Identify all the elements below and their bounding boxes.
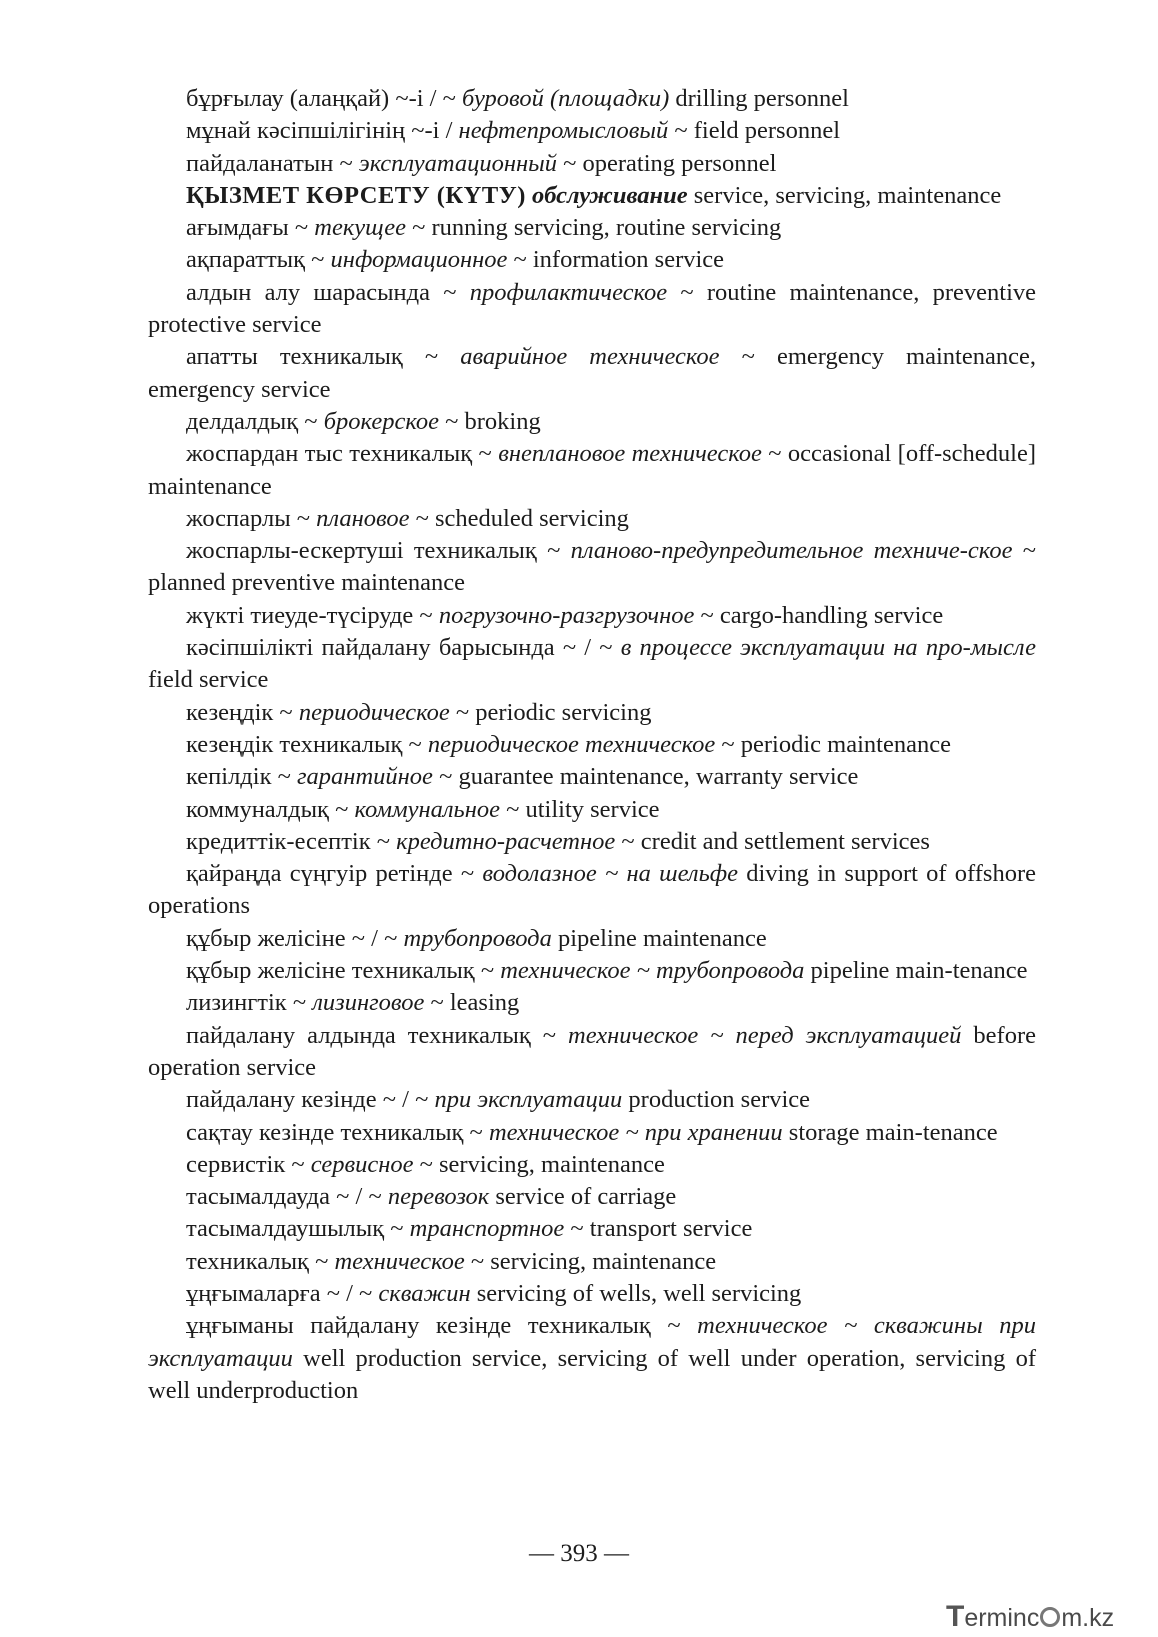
- dictionary-entry: [148, 438, 1036, 503]
- entry-text: ~ emergency maintenance, emergency service: [148, 343, 1036, 403]
- russian-term: информационное: [330, 246, 508, 274]
- entry-text: ~ guarantee maintenance, warranty service: [432, 763, 859, 791]
- logo-text-part-2: m.kz: [1061, 1604, 1115, 1632]
- russian-term: кредитно-расчетное: [396, 827, 616, 855]
- entry-text: бұрғылау (алаңқай) ~-і / ~: [186, 85, 462, 112]
- dictionary-entry: [148, 83, 1036, 115]
- entry-text: ~ field personnel: [668, 117, 841, 145]
- entry-text: кредиттік-есептік ~: [186, 827, 397, 855]
- entry-text: ~ utility service: [499, 795, 660, 823]
- entry-text: кезеңдік техникалық ~: [186, 730, 428, 758]
- russian-term: трубопровода: [403, 924, 552, 952]
- entry-text: before operation service: [148, 1021, 1036, 1081]
- russian-term: гарантийное: [297, 763, 433, 791]
- entry-text: алдын алу шарасында ~: [186, 278, 470, 306]
- entry-text: құбыр желісіне ~ / ~: [186, 924, 404, 952]
- entry-text: pipeline maintenance: [551, 924, 767, 952]
- entry-text: ~ cargo-handling service: [694, 601, 944, 629]
- dictionary-entry: [148, 600, 1036, 632]
- russian-term: внеплановое техническое: [498, 440, 762, 468]
- russian-term: техническое ~ при хранении: [488, 1118, 783, 1146]
- russian-term: в процессе эксплуатации на про-мысле: [620, 634, 1036, 662]
- entry-text: тасымалдауда ~ / ~: [186, 1183, 388, 1211]
- entry-text: апатты техникалық ~: [186, 343, 461, 371]
- dictionary-entry: [148, 987, 1036, 1019]
- russian-term: периодическое: [298, 698, 450, 726]
- entry-text: сервистік ~: [186, 1150, 311, 1178]
- russian-term: буровой (площадки): [462, 85, 670, 112]
- dictionary-entry: [148, 632, 1036, 697]
- dictionary-entry: [148, 277, 1036, 342]
- russian-term: техническое ~ перед эксплуатацией: [568, 1021, 962, 1049]
- russian-term: техническое: [334, 1247, 465, 1275]
- russian-term: лизинговое: [312, 989, 425, 1017]
- entry-text: drilling personnel: [669, 85, 849, 112]
- entry-text: ~ planned preventive maintenance: [148, 537, 1036, 597]
- russian-term: транспортное: [409, 1215, 565, 1243]
- entry-text: ұңғыманы пайдалану кезінде техникалық ~: [186, 1312, 698, 1340]
- russian-term: аварийное техническое: [460, 343, 720, 371]
- dictionary-entry: [148, 1310, 1036, 1407]
- entry-text: well production service, servicing of well under operation, servicing of well underproduction: [148, 1344, 1036, 1404]
- dictionary-entry: [148, 180, 1036, 212]
- dictionary-entry: [148, 244, 1036, 276]
- entry-text: pipeline main-tenance: [804, 957, 1028, 985]
- entry-text: құбыр желісіне техникалық ~: [186, 957, 501, 985]
- russian-term: техническое ~ трубопровода: [500, 957, 805, 985]
- dictionary-entry: [148, 406, 1036, 438]
- dictionary-entry: [148, 858, 1036, 923]
- entry-text: diving in support of offshore operations: [148, 860, 1036, 920]
- entry-text: ~ routine maintenance, preventive protective service: [148, 278, 1036, 339]
- russian-term: скважин: [378, 1279, 471, 1307]
- russian-term: брокерское: [323, 407, 440, 435]
- russian-term: плановое: [316, 504, 410, 532]
- entry-text: жүкті тиеуде-түсіруде ~: [186, 601, 439, 629]
- entry-text: техникалық ~: [186, 1247, 335, 1275]
- dictionary-entry: [148, 503, 1036, 535]
- dictionary-entry: [148, 761, 1036, 793]
- russian-term: техническое ~ скважины при эксплуатации: [148, 1312, 1036, 1372]
- entry-text: жоспарлы ~: [186, 504, 317, 532]
- dictionary-entry: [148, 1213, 1036, 1245]
- russian-term: планово-предупредительное техниче-ское: [570, 537, 1013, 565]
- dictionary-entry: [148, 115, 1036, 147]
- entry-text: ақпараттық ~: [186, 246, 331, 274]
- dictionary-entry: [148, 1181, 1036, 1213]
- entry-text: мұнай кәсіпшілігінің ~-і /: [186, 117, 459, 145]
- russian-term: сервисное: [310, 1150, 414, 1178]
- entry-text: ~ transport service: [564, 1215, 753, 1243]
- entry-text: ~ leasing: [424, 989, 520, 1017]
- dictionary-entry: [148, 1084, 1036, 1116]
- entry-text: ~ running servicing, routine servicing: [406, 214, 782, 242]
- entry-text: ~ operating personnel: [556, 149, 777, 177]
- entry-text: ұңғымаларға ~ / ~: [186, 1279, 379, 1307]
- entry-text: жоспарлы-ескертуші техникалық ~: [186, 537, 571, 565]
- dictionary-entry: [148, 1278, 1036, 1310]
- entry-text: ~ broking: [439, 407, 541, 435]
- termincom-logo: [946, 1600, 1146, 1634]
- dictionary-entry: [148, 729, 1036, 761]
- dictionary-entry: [148, 341, 1036, 406]
- entry-text: ~ credit and settlement services: [615, 827, 930, 855]
- entry-text: коммуналдық ~: [186, 795, 355, 823]
- entry-text: ~ servicing, maintenance: [413, 1150, 665, 1178]
- russian-term: при эксплуатации: [434, 1086, 623, 1114]
- entry-text: пайдаланатын ~: [186, 149, 359, 177]
- entry-text: кепілдік ~: [186, 763, 297, 791]
- entry-text: storage main-tenance: [782, 1118, 998, 1146]
- dictionary-entry: [148, 535, 1036, 600]
- dictionary-entry: [148, 1020, 1036, 1085]
- russian-term: водолазное ~ на шельфе: [482, 860, 738, 888]
- entry-text: ~ servicing, maintenance: [464, 1247, 717, 1275]
- russian-term: профилактическое: [469, 278, 668, 306]
- entry-text: пайдалану алдында техникалық ~: [186, 1021, 569, 1049]
- page-number: — 393 —: [529, 1540, 629, 1567]
- dictionary-entry: [148, 955, 1036, 987]
- dictionary-entry: [148, 697, 1036, 729]
- entry-text: service of carriage: [489, 1183, 677, 1211]
- russian-term: коммунальное: [354, 795, 500, 823]
- russian-term: нефтепромысловый: [458, 117, 669, 145]
- dictionary-entry: [148, 148, 1036, 180]
- entry-text: ~ scheduled servicing: [409, 504, 629, 532]
- entry-text: тасымалдаушылық ~: [186, 1215, 410, 1243]
- entry-text: ~ information service: [507, 246, 725, 274]
- russian-term: обслуживание: [531, 181, 688, 209]
- entry-text: production service: [622, 1086, 811, 1114]
- entry-text: кезеңдік ~: [186, 698, 299, 726]
- entry-text: қайраңда сүңгуір ретінде ~: [186, 860, 483, 888]
- entry-text: ~ periodic servicing: [449, 698, 652, 726]
- dictionary-entry: [148, 1246, 1036, 1278]
- russian-term: погрузочно-разгрузочное: [438, 601, 695, 629]
- dictionary-entry: [148, 1149, 1036, 1181]
- dictionary-page: [148, 83, 1036, 1407]
- dictionary-entry: [148, 923, 1036, 955]
- entry-text: лизингтік ~: [186, 989, 313, 1017]
- entry-text: кәсіпшілікті пайдалану барысында ~ / ~: [186, 634, 621, 662]
- dictionary-entry: [148, 826, 1036, 858]
- entry-text: пайдалану кезінде ~ / ~: [186, 1086, 435, 1114]
- entry-text: field service: [148, 666, 269, 694]
- entry-text: жоспардан тыс техникалық ~: [186, 440, 499, 468]
- russian-term: текущее: [314, 214, 407, 242]
- entry-text: service, servicing, maintenance: [687, 181, 1002, 209]
- dictionary-entry: [148, 794, 1036, 826]
- dictionary-entry: [148, 212, 1036, 244]
- entry-text: ~ occasional [off-schedule] maintenance: [148, 440, 1037, 500]
- logo-text-part-1: erminc: [964, 1604, 1040, 1632]
- russian-term: периодическое техническое: [427, 730, 716, 758]
- entry-text: делдалдық ~: [186, 407, 324, 435]
- russian-term: эксплуатационный: [358, 149, 557, 177]
- dictionary-entry: [148, 1117, 1036, 1149]
- entry-text: ~ periodic maintenance: [715, 730, 951, 758]
- russian-term: перевозок: [387, 1183, 490, 1211]
- logo-o-circle-icon: [1040, 1607, 1060, 1627]
- entry-text: ағымдағы ~: [186, 214, 315, 242]
- entry-text: ҚЫЗМЕТ КӨРСЕТУ (КҮТУ): [186, 181, 526, 209]
- logo-first-letter: T: [946, 1600, 965, 1633]
- entry-text: сақтау кезінде техникалық ~: [186, 1118, 489, 1146]
- entry-text: servicing of wells, well servicing: [470, 1279, 802, 1307]
